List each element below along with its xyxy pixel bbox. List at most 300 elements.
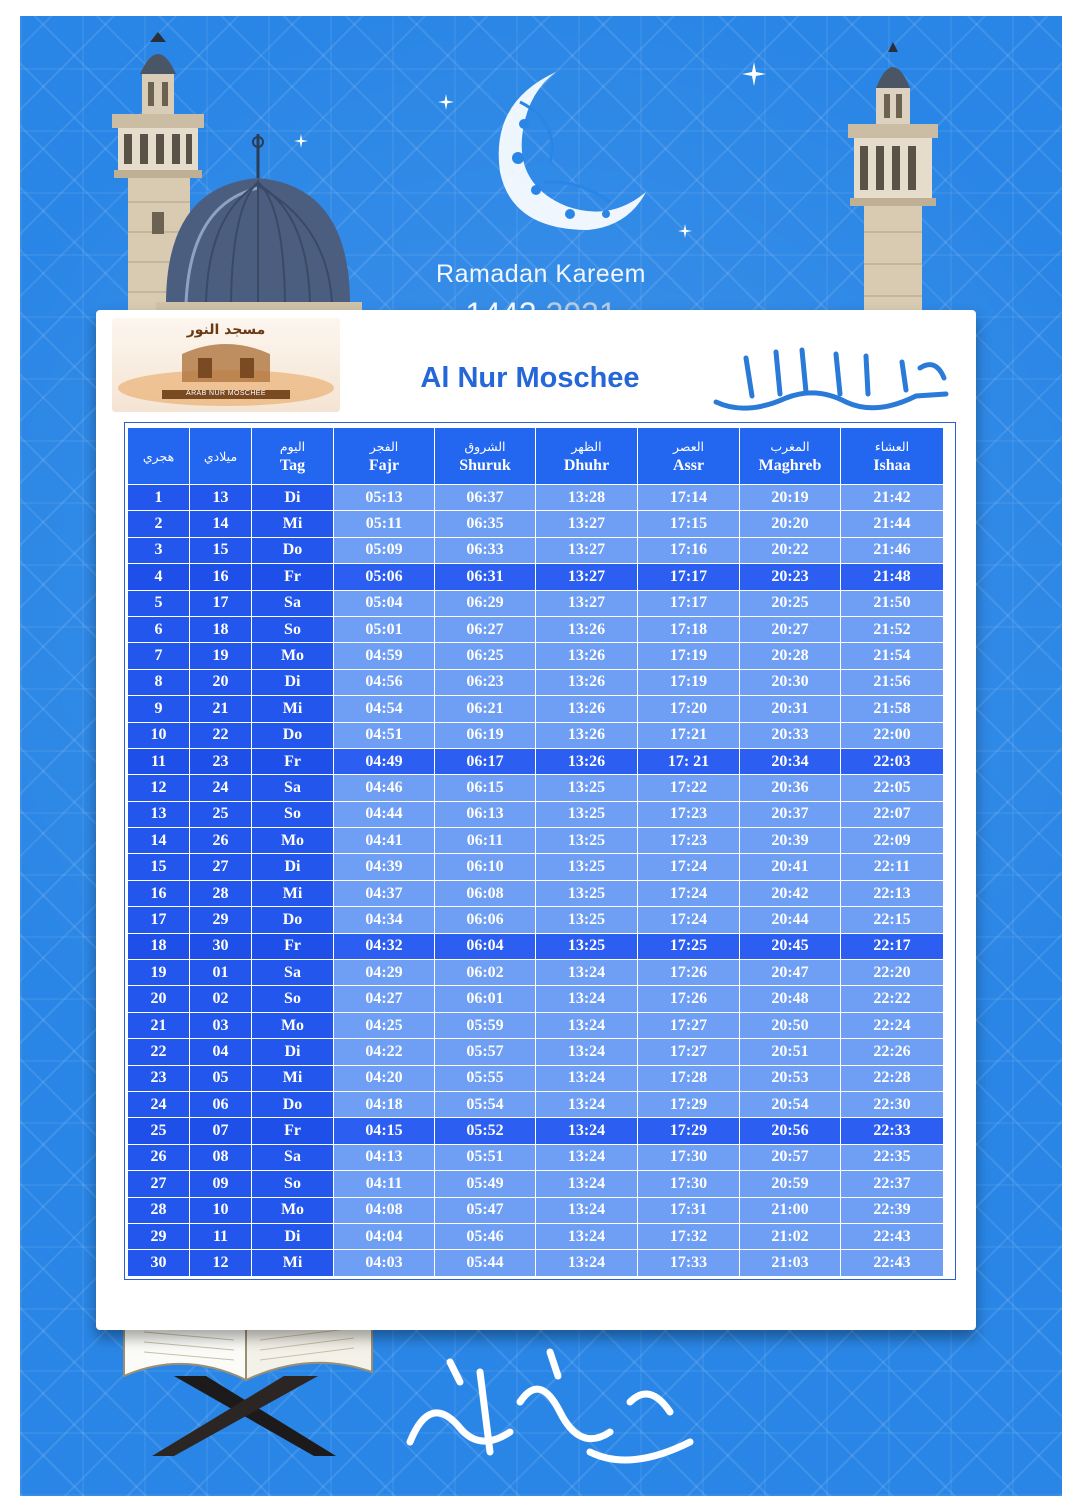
table-row: [128, 564, 944, 590]
table-cell: 05:11: [334, 511, 435, 537]
table-cell: 13:24: [536, 1118, 638, 1144]
table-cell: 27: [190, 854, 252, 880]
table-cell: 13:24: [536, 1012, 638, 1038]
table-cell: 15: [190, 537, 252, 563]
table-cell: 21:50: [841, 590, 944, 616]
table-cell: 17:32: [638, 1223, 740, 1249]
table-cell: So: [252, 801, 334, 827]
star-icon: [742, 62, 766, 86]
table-cell: 20:45: [740, 933, 841, 959]
table-cell: 21: [128, 1012, 190, 1038]
table-row: [128, 1144, 944, 1170]
table-cell: 13:24: [536, 1250, 638, 1276]
table-cell: 17:26: [638, 986, 740, 1012]
table-cell: 18: [190, 616, 252, 642]
table-cell: 22:11: [841, 854, 944, 880]
table-cell: 17:18: [638, 616, 740, 642]
table-cell: 20:59: [740, 1171, 841, 1197]
table-cell: 04:32: [334, 933, 435, 959]
table-cell: 05:13: [334, 485, 435, 511]
table-cell: 05:57: [435, 1039, 536, 1065]
table-row: [128, 537, 944, 563]
table-cell: 06:29: [435, 590, 536, 616]
table-cell: 13:25: [536, 907, 638, 933]
column-header: [638, 428, 740, 485]
table-cell: 18: [128, 933, 190, 959]
logo-subtitle: ARAB NUR MOSCHEE: [186, 390, 266, 397]
table-cell: 06:23: [435, 669, 536, 695]
column-header-latin: Assr: [672, 457, 705, 474]
table-cell: 04:37: [334, 880, 435, 906]
column-header-latin: Maghreb: [758, 457, 822, 474]
table-cell: 05: [190, 1065, 252, 1091]
table-cell: 05:59: [435, 1012, 536, 1038]
star-icon: [294, 134, 308, 148]
table-cell: 20:48: [740, 986, 841, 1012]
table-cell: Mi: [252, 511, 334, 537]
table-row: [128, 1091, 944, 1117]
table-cell: 13:24: [536, 1091, 638, 1117]
table-cell: Mo: [252, 643, 334, 669]
table-cell: 06:08: [435, 880, 536, 906]
table-cell: Fr: [252, 564, 334, 590]
table-cell: 22:07: [841, 801, 944, 827]
table-cell: Mo: [252, 1197, 334, 1223]
table-cell: 17:24: [638, 854, 740, 880]
table-header-row: [128, 428, 944, 485]
table-row: [128, 748, 944, 774]
table-cell: 15: [128, 854, 190, 880]
table-row: [128, 722, 944, 748]
table-cell: 20:50: [740, 1012, 841, 1038]
table-cell: Mi: [252, 1250, 334, 1276]
table-cell: 13: [190, 485, 252, 511]
table-cell: 21:56: [841, 669, 944, 695]
table-cell: Mo: [252, 1012, 334, 1038]
table-row: [128, 960, 944, 986]
table-cell: 17:16: [638, 537, 740, 563]
table-cell: 04:46: [334, 775, 435, 801]
table-cell: 17:23: [638, 801, 740, 827]
table-cell: 24: [190, 775, 252, 801]
table-cell: 04:49: [334, 748, 435, 774]
table-cell: 05:51: [435, 1144, 536, 1170]
table-cell: 17:33: [638, 1250, 740, 1276]
table-cell: 26: [190, 828, 252, 854]
table-cell: 13:24: [536, 1171, 638, 1197]
column-header: [435, 428, 536, 485]
table-cell: 13:25: [536, 933, 638, 959]
table-cell: 24: [128, 1091, 190, 1117]
table-cell: So: [252, 986, 334, 1012]
table-cell: 3: [128, 537, 190, 563]
table-cell: 13:26: [536, 643, 638, 669]
table-cell: 06:33: [435, 537, 536, 563]
table-cell: Fr: [252, 1118, 334, 1144]
table-row: [128, 907, 944, 933]
table-cell: 06:27: [435, 616, 536, 642]
table-cell: 22:35: [841, 1144, 944, 1170]
table-cell: 23: [128, 1065, 190, 1091]
table-cell: 13:27: [536, 537, 638, 563]
bismillah-calligraphy: [706, 338, 956, 420]
table-cell: 13:26: [536, 696, 638, 722]
table-cell: 06:17: [435, 748, 536, 774]
table-cell: 16: [190, 564, 252, 590]
table-cell: 17:14: [638, 485, 740, 511]
table-cell: 05:01: [334, 616, 435, 642]
table-cell: Do: [252, 537, 334, 563]
table-cell: 06:15: [435, 775, 536, 801]
table-cell: 04:15: [334, 1118, 435, 1144]
table-cell: 21:03: [740, 1250, 841, 1276]
table-cell: 06: [190, 1091, 252, 1117]
table-cell: Fr: [252, 933, 334, 959]
table-cell: 06:31: [435, 564, 536, 590]
column-header: [740, 428, 841, 485]
table-cell: 13:26: [536, 722, 638, 748]
table-cell: 17:15: [638, 511, 740, 537]
table-cell: 17:17: [638, 590, 740, 616]
table-cell: 22:24: [841, 1012, 944, 1038]
ramadan-kareem-calligraphy: [390, 1332, 710, 1482]
table-cell: 04:54: [334, 696, 435, 722]
table-cell: 22:09: [841, 828, 944, 854]
table-cell: 04:13: [334, 1144, 435, 1170]
table-cell: 22:37: [841, 1171, 944, 1197]
table-cell: 22:30: [841, 1091, 944, 1117]
column-header-latin: Fajr: [368, 457, 400, 474]
table-cell: 13:24: [536, 986, 638, 1012]
table-cell: 7: [128, 643, 190, 669]
table-cell: 14: [190, 511, 252, 537]
table-cell: 6: [128, 616, 190, 642]
table-cell: 20:37: [740, 801, 841, 827]
table-cell: Di: [252, 1039, 334, 1065]
table-cell: 04:22: [334, 1039, 435, 1065]
table-cell: 16: [128, 880, 190, 906]
table-cell: 20:31: [740, 696, 841, 722]
table-cell: 05:09: [334, 537, 435, 563]
table-row: [128, 616, 944, 642]
table-cell: 13:25: [536, 880, 638, 906]
column-header-arabic: اليوم: [279, 439, 306, 454]
table-row: [128, 1197, 944, 1223]
table-cell: 22:03: [841, 748, 944, 774]
table-cell: 13:24: [536, 1197, 638, 1223]
table-cell: 20:44: [740, 907, 841, 933]
table-cell: 17:19: [638, 669, 740, 695]
table-cell: 04:34: [334, 907, 435, 933]
ramadan-greeting: Ramadan Kareem: [436, 260, 646, 288]
table-cell: 20:41: [740, 854, 841, 880]
table-cell: 20:22: [740, 537, 841, 563]
table-cell: 20:33: [740, 722, 841, 748]
table-cell: 13: [128, 801, 190, 827]
table-cell: Do: [252, 722, 334, 748]
table-cell: Di: [252, 1223, 334, 1249]
table-cell: 06:21: [435, 696, 536, 722]
table-cell: 20:57: [740, 1144, 841, 1170]
table-row: [128, 590, 944, 616]
table-row: [128, 854, 944, 880]
table-row: [128, 828, 944, 854]
table-cell: 22:20: [841, 960, 944, 986]
table-cell: 08: [190, 1144, 252, 1170]
table-cell: 20:47: [740, 960, 841, 986]
column-header: [334, 428, 435, 485]
table-cell: 22:26: [841, 1039, 944, 1065]
table-cell: 17:25: [638, 933, 740, 959]
table-cell: 22:00: [841, 722, 944, 748]
table-cell: 05:54: [435, 1091, 536, 1117]
table-row: [128, 1118, 944, 1144]
table-cell: 17:24: [638, 907, 740, 933]
table-cell: 11: [128, 748, 190, 774]
table-row: [128, 933, 944, 959]
table-cell: 05:44: [435, 1250, 536, 1276]
table-row: [128, 1065, 944, 1091]
table-row: [128, 801, 944, 827]
table-cell: 5: [128, 590, 190, 616]
table-cell: 20:34: [740, 748, 841, 774]
star-icon: [678, 224, 692, 238]
column-header: [536, 428, 638, 485]
table-cell: 04:56: [334, 669, 435, 695]
table-cell: 1: [128, 485, 190, 511]
table-cell: Di: [252, 854, 334, 880]
table-cell: 21:48: [841, 564, 944, 590]
table-cell: 09: [190, 1171, 252, 1197]
table-cell: 13:28: [536, 485, 638, 511]
table-cell: 22:28: [841, 1065, 944, 1091]
table-cell: Di: [252, 669, 334, 695]
table-cell: 13:26: [536, 748, 638, 774]
table-cell: 13:27: [536, 564, 638, 590]
table-cell: 26: [128, 1144, 190, 1170]
table-cell: 30: [128, 1250, 190, 1276]
table-cell: Mi: [252, 880, 334, 906]
table-cell: Mi: [252, 696, 334, 722]
column-header-latin: Ishaa: [873, 457, 911, 474]
table-cell: 4: [128, 564, 190, 590]
table-cell: 20:54: [740, 1091, 841, 1117]
table-cell: 20:27: [740, 616, 841, 642]
logo-arabic-text: مسجد النور: [186, 322, 266, 338]
table-cell: 25: [190, 801, 252, 827]
table-cell: 04:44: [334, 801, 435, 827]
table-row: [128, 1039, 944, 1065]
column-header: [841, 428, 944, 485]
table-cell: 20:20: [740, 511, 841, 537]
table-cell: 17:26: [638, 960, 740, 986]
table-cell: 13:25: [536, 801, 638, 827]
table-cell: 04:41: [334, 828, 435, 854]
mosque-name: Al Nur Moschee: [420, 362, 640, 394]
table-cell: 17:30: [638, 1171, 740, 1197]
table-cell: 29: [128, 1223, 190, 1249]
table-cell: 17:29: [638, 1091, 740, 1117]
table-cell: 17:27: [638, 1039, 740, 1065]
table-cell: 20:51: [740, 1039, 841, 1065]
table-cell: 02: [190, 986, 252, 1012]
table-cell: 22:43: [841, 1250, 944, 1276]
table-cell: 20:23: [740, 564, 841, 590]
table-row: [128, 1171, 944, 1197]
table-cell: 21: [190, 696, 252, 722]
table-cell: 06:11: [435, 828, 536, 854]
table-cell: Di: [252, 485, 334, 511]
table-cell: 20:25: [740, 590, 841, 616]
table-cell: 04:27: [334, 986, 435, 1012]
table-row: [128, 643, 944, 669]
table-cell: 04: [190, 1039, 252, 1065]
table-cell: 23: [190, 748, 252, 774]
column-header-latin: Tag: [279, 457, 306, 474]
column-header-latin: Shuruk: [459, 457, 511, 474]
column-header-arabic: الشروق: [464, 439, 506, 454]
table-cell: 8: [128, 669, 190, 695]
table-cell: 13:24: [536, 1039, 638, 1065]
table-cell: 04:29: [334, 960, 435, 986]
prayer-times-table-frame: [124, 422, 956, 1280]
table-cell: 14: [128, 828, 190, 854]
table-cell: 07: [190, 1118, 252, 1144]
table-cell: Do: [252, 1091, 334, 1117]
table-cell: 17:27: [638, 1012, 740, 1038]
table-cell: 04:11: [334, 1171, 435, 1197]
table-cell: 17:23: [638, 828, 740, 854]
table-cell: 04:03: [334, 1250, 435, 1276]
table-cell: 13:25: [536, 828, 638, 854]
table-cell: 20:30: [740, 669, 841, 695]
column-header-arabic: المغرب: [770, 439, 810, 454]
table-cell: 20: [190, 669, 252, 695]
table-cell: 13:24: [536, 1065, 638, 1091]
column-header-arabic: ميلادي: [203, 448, 238, 464]
table-cell: 17:19: [638, 643, 740, 669]
table-cell: 17:22: [638, 775, 740, 801]
table-cell: 05:47: [435, 1197, 536, 1223]
table-cell: 13:24: [536, 1144, 638, 1170]
table-cell: 06:02: [435, 960, 536, 986]
column-header-arabic: الفجر: [369, 439, 399, 454]
table-cell: 22:33: [841, 1118, 944, 1144]
table-row: [128, 1250, 944, 1276]
table-row: [128, 1223, 944, 1249]
table-cell: 20:56: [740, 1118, 841, 1144]
table-cell: 04:18: [334, 1091, 435, 1117]
table-cell: Sa: [252, 1144, 334, 1170]
table-cell: 01: [190, 960, 252, 986]
table-cell: 10: [190, 1197, 252, 1223]
table-cell: 04:51: [334, 722, 435, 748]
table-cell: 04:20: [334, 1065, 435, 1091]
table-cell: 21:44: [841, 511, 944, 537]
table-cell: 13:25: [536, 854, 638, 880]
table-cell: 27: [128, 1171, 190, 1197]
table-cell: 04:39: [334, 854, 435, 880]
table-cell: 17: [128, 907, 190, 933]
table-cell: 05:55: [435, 1065, 536, 1091]
table-cell: 21:00: [740, 1197, 841, 1223]
table-cell: 17:29: [638, 1118, 740, 1144]
table-cell: 21:58: [841, 696, 944, 722]
table-cell: So: [252, 616, 334, 642]
table-cell: 13:24: [536, 1223, 638, 1249]
table-cell: 05:49: [435, 1171, 536, 1197]
table-cell: 28: [128, 1197, 190, 1223]
table-cell: 22:15: [841, 907, 944, 933]
table-cell: 21:02: [740, 1223, 841, 1249]
table-cell: 13:26: [536, 669, 638, 695]
table-row: [128, 669, 944, 695]
table-cell: 04:04: [334, 1223, 435, 1249]
table-cell: 06:37: [435, 485, 536, 511]
table-cell: 21:42: [841, 485, 944, 511]
table-cell: Sa: [252, 960, 334, 986]
table-cell: 03: [190, 1012, 252, 1038]
table-cell: 22:22: [841, 986, 944, 1012]
table-cell: 06:06: [435, 907, 536, 933]
table-body: [128, 485, 944, 1277]
table-cell: 13:27: [536, 590, 638, 616]
table-cell: 10: [128, 722, 190, 748]
table-cell: 12: [128, 775, 190, 801]
table-cell: 13:25: [536, 775, 638, 801]
table-cell: 29: [190, 907, 252, 933]
table-row: [128, 511, 944, 537]
table-cell: 13:27: [536, 511, 638, 537]
column-header-arabic: العشاء: [874, 439, 910, 454]
table-cell: 22:13: [841, 880, 944, 906]
table-cell: 05:06: [334, 564, 435, 590]
table-cell: 22: [128, 1039, 190, 1065]
table-cell: 20:42: [740, 880, 841, 906]
table-cell: 05:04: [334, 590, 435, 616]
table-cell: 17:21: [638, 722, 740, 748]
table-cell: 06:04: [435, 933, 536, 959]
table-row: [128, 880, 944, 906]
table-cell: 20:39: [740, 828, 841, 854]
table-cell: 20: [128, 986, 190, 1012]
table-cell: 06:19: [435, 722, 536, 748]
table-cell: Fr: [252, 748, 334, 774]
table-cell: 06:35: [435, 511, 536, 537]
column-header: [190, 428, 252, 485]
table-cell: 13:26: [536, 616, 638, 642]
table-row: [128, 775, 944, 801]
table-cell: 22:43: [841, 1223, 944, 1249]
table-cell: 22:05: [841, 775, 944, 801]
table-cell: 04:08: [334, 1197, 435, 1223]
column-header-arabic: هجري: [142, 448, 175, 464]
table-cell: 17:30: [638, 1144, 740, 1170]
column-header: [252, 428, 334, 485]
table-row: [128, 485, 944, 511]
table-cell: 21:46: [841, 537, 944, 563]
table-cell: 9: [128, 696, 190, 722]
table-cell: 06:10: [435, 854, 536, 880]
table-cell: 22:39: [841, 1197, 944, 1223]
table-row: [128, 1012, 944, 1038]
crescent-moon-calligraphy: [460, 62, 660, 242]
table-cell: 06:13: [435, 801, 536, 827]
table-cell: 04:59: [334, 643, 435, 669]
table-cell: 21:52: [841, 616, 944, 642]
table-cell: 05:46: [435, 1223, 536, 1249]
table-cell: 17:24: [638, 880, 740, 906]
